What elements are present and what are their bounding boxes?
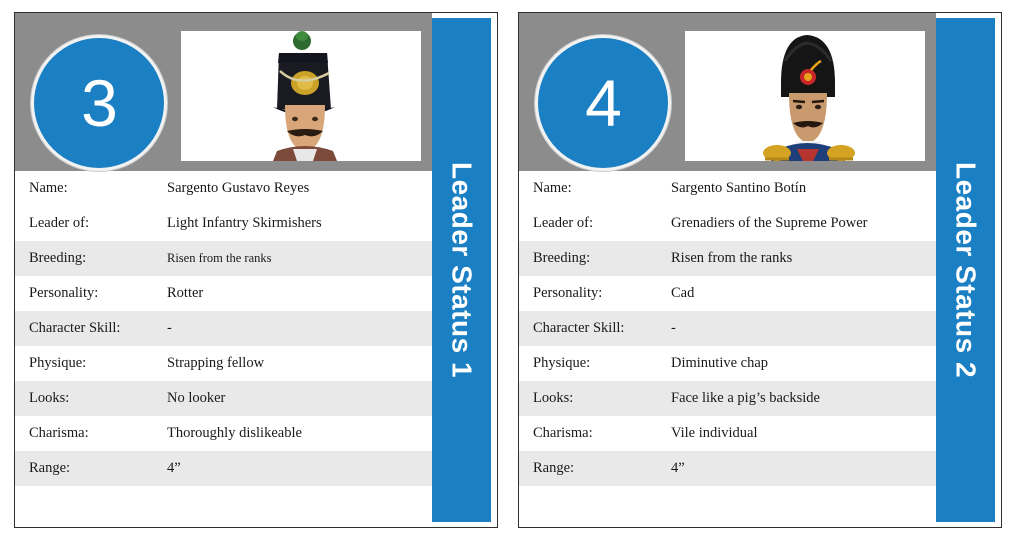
row-value: Risen from the ranks [671,250,793,266]
card-header-band [15,13,432,171]
leader-status-sidebar [936,18,995,522]
card-main [15,13,432,527]
table-row [15,276,432,311]
table-row [15,416,432,451]
table-row [519,276,936,311]
row-label: Character Skill: [533,320,625,336]
row-value: Grenadiers of the Supreme Power [671,215,868,231]
table-row [15,346,432,381]
table-row [519,381,936,416]
row-value: 4” [671,460,685,476]
leader-status-label: Leader Status 1 [446,161,478,379]
table-row [519,346,936,381]
row-value: 4” [167,460,181,476]
row-value: Thoroughly dislikeable [167,425,302,441]
row-label: Character Skill: [29,320,121,336]
row-label: Charisma: [533,425,593,441]
leader-number-badge [31,35,167,171]
leader-attributes-table [519,171,936,527]
row-label: Breeding: [29,250,87,266]
row-label: Physique: [533,355,591,371]
row-value: Light Infantry Skirmishers [167,215,322,231]
table-row [519,416,936,451]
row-label: Charisma: [29,425,89,441]
row-value: Rotter [167,285,204,301]
row-label: Looks: [29,390,70,406]
row-label: Leader of: [29,215,89,231]
bearskin-grenadier-portrait-icon [685,31,925,161]
leader-number-badge [535,35,671,171]
card-main [519,13,936,527]
row-value: - [671,320,676,336]
table-row [519,206,936,241]
row-value: Face like a pig’s backside [671,390,820,406]
leader-status-sidebar [432,18,491,522]
leader-card [14,12,498,528]
leader-card [518,12,1002,528]
shako-officer-portrait-icon [181,31,421,161]
table-row [15,241,432,276]
card-header-band [519,13,936,171]
card-inner [15,13,497,527]
row-label: Name: [533,180,572,196]
table-footer-space [519,486,936,527]
leader-attributes-table [15,171,432,527]
row-value: - [167,320,172,336]
table-row [519,451,936,486]
leader-portrait [685,31,925,161]
leader-number: 4 [585,66,621,140]
card-inner [519,13,1001,527]
row-label: Breeding: [533,250,591,266]
table-row [519,171,936,206]
table-row [15,311,432,346]
row-value: Vile individual [671,425,758,441]
table-row [15,451,432,486]
table-row [519,311,936,346]
row-label: Range: [533,460,575,476]
table-row [15,381,432,416]
row-value: Diminutive chap [671,355,769,371]
row-label: Physique: [29,355,87,371]
row-value: Cad [671,285,695,301]
table-footer-space [15,486,432,527]
row-value: Sargento Gustavo Reyes [167,180,310,196]
row-label: Looks: [533,390,574,406]
leader-number: 3 [81,66,117,140]
row-value: Strapping fellow [167,355,265,371]
row-label: Leader of: [533,215,593,231]
row-label: Personality: [29,285,99,301]
row-label: Personality: [533,285,603,301]
row-value: Risen from the ranks [167,251,272,265]
table-row [519,241,936,276]
leader-status-label: Leader Status 2 [950,161,982,379]
row-label: Range: [29,460,71,476]
row-label: Name: [29,180,68,196]
row-value: Sargento Santino Botín [671,180,807,196]
row-value: No looker [167,390,226,406]
table-row [15,206,432,241]
table-row [15,171,432,206]
leader-portrait [181,31,421,161]
